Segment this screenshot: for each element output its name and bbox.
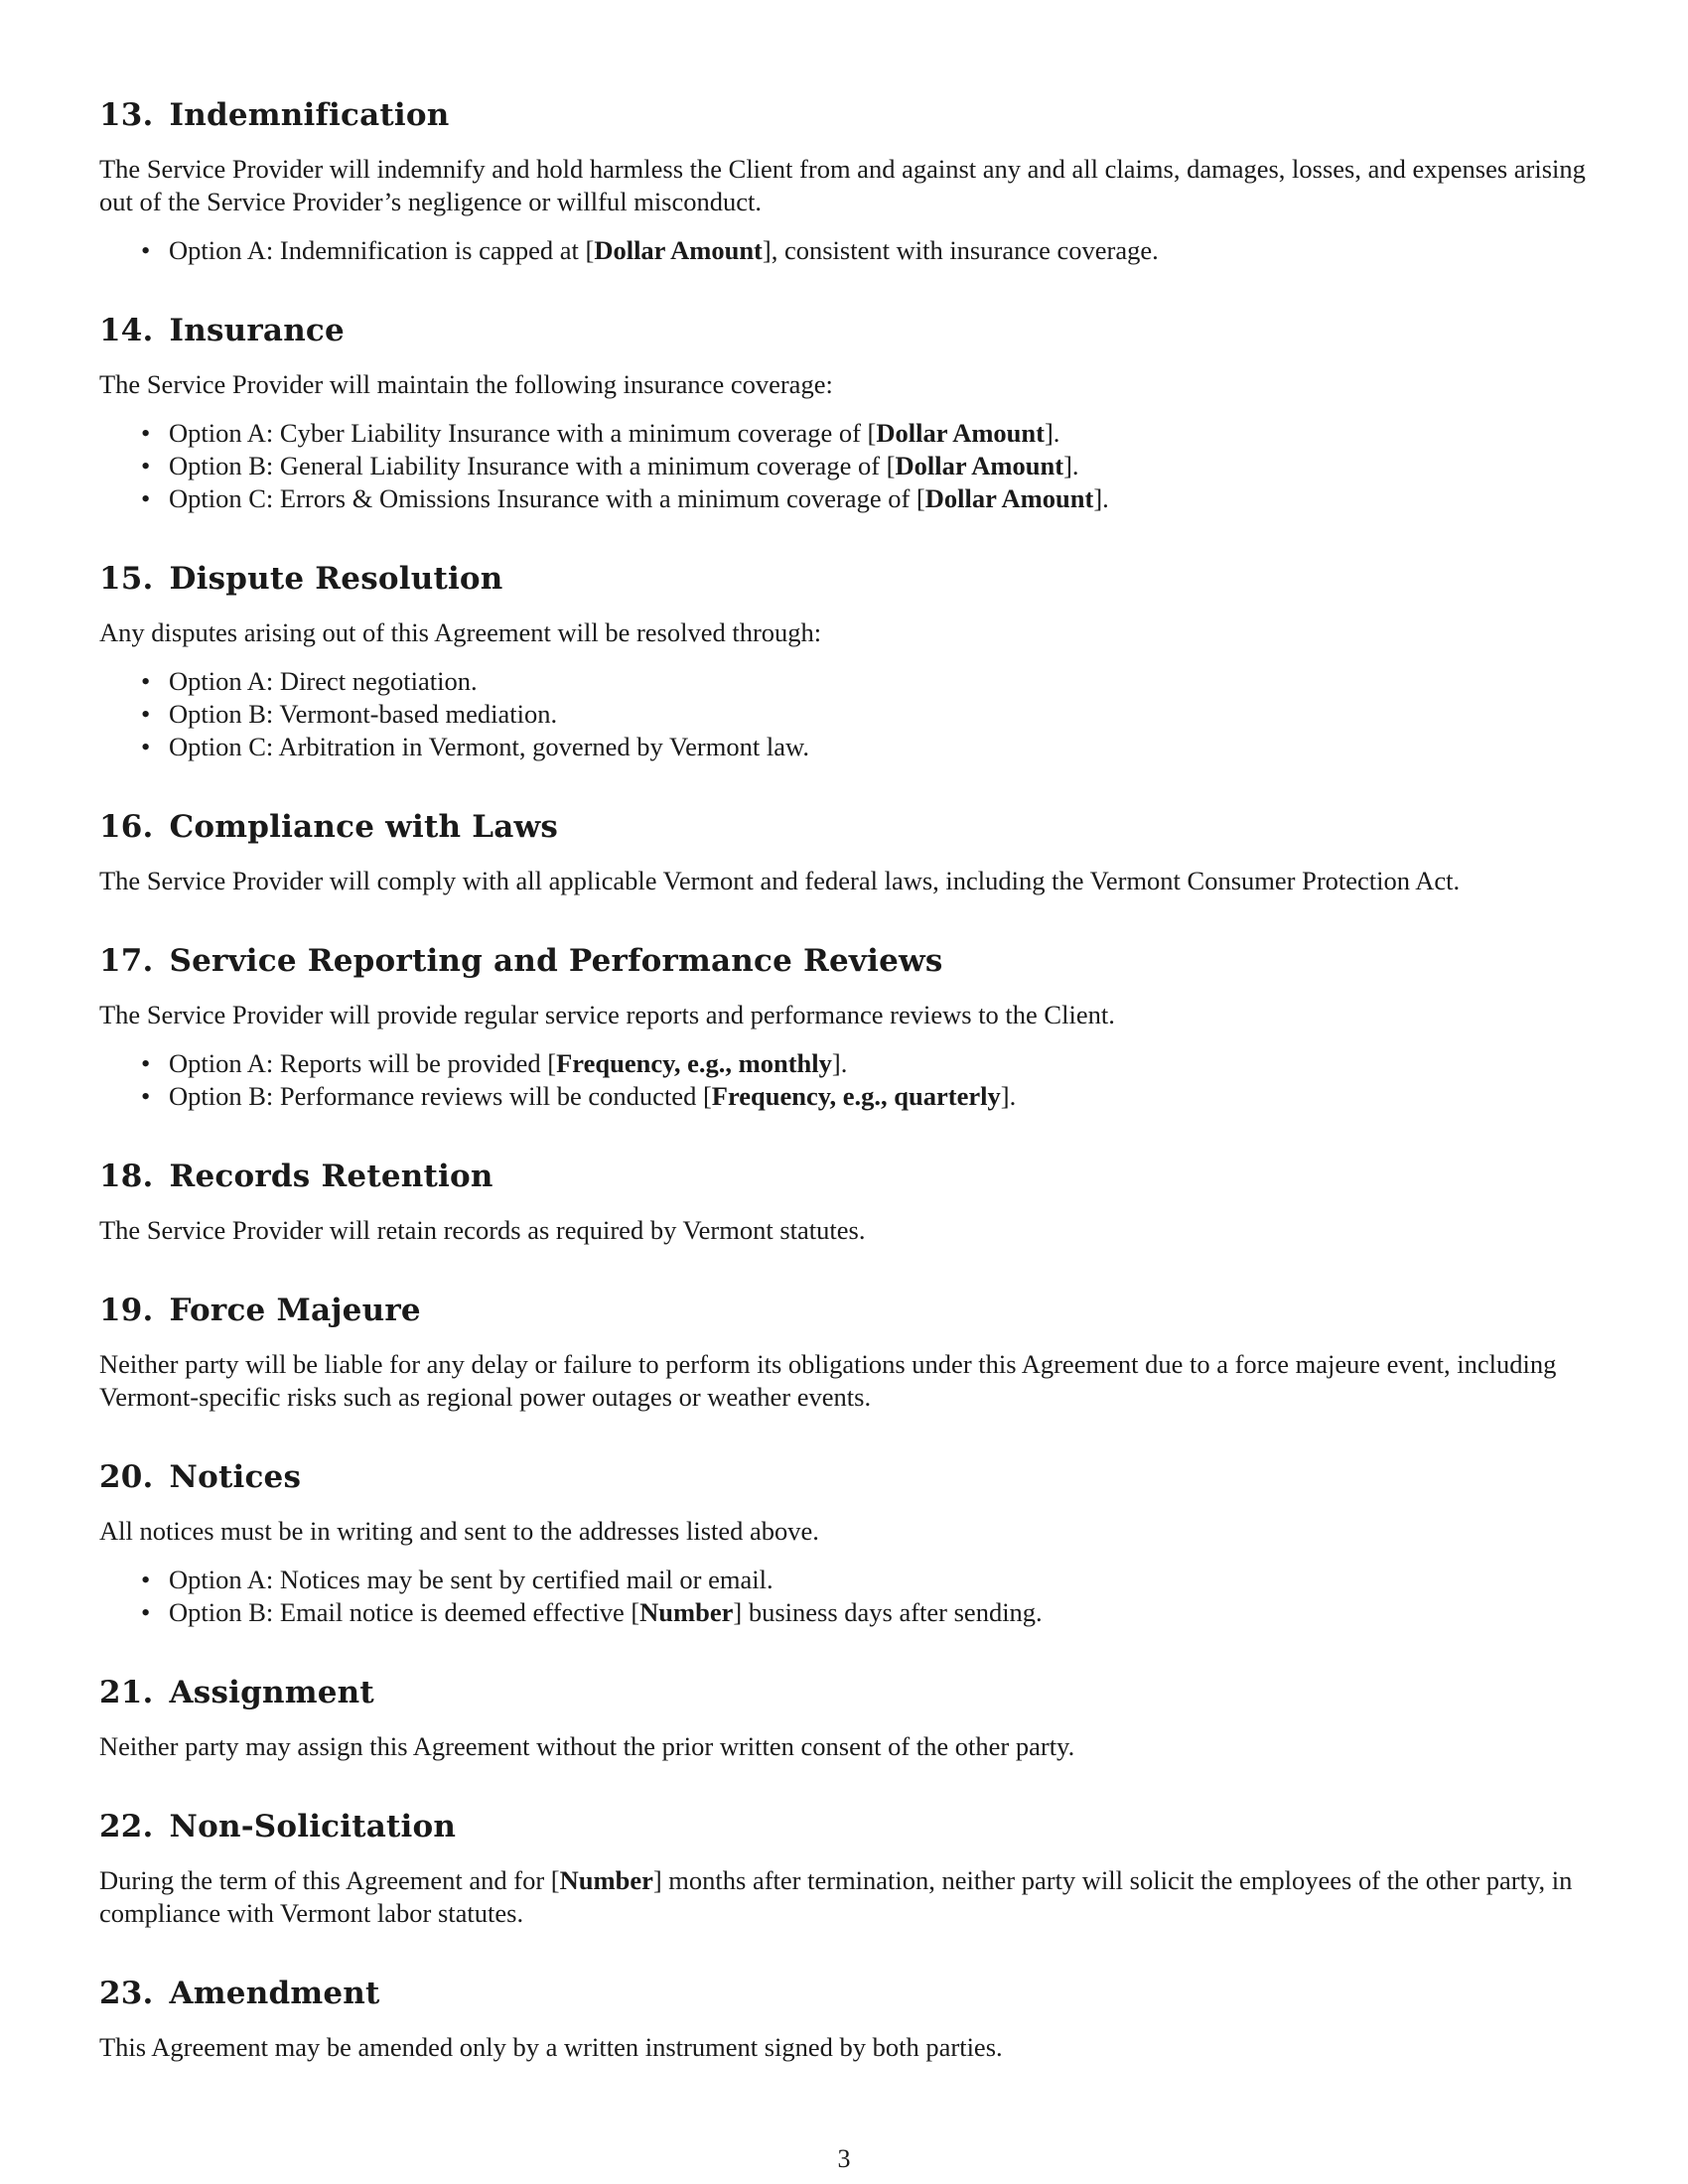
section-body: The Service Provider will retain records as required by Vermont statutes. [99, 1215, 866, 1245]
section-heading: 17. Service Reporting and Performance Reviews [99, 943, 943, 979]
section-amendment [99, 1974, 1589, 2064]
list-item: • Option A: Indemnification is capped at [Dollar Amount], consistent with insurance coverage. [169, 234, 1589, 267]
list-item: • Option B: Email notice is deemed effective [Number] business days after sending. [169, 1596, 1589, 1629]
section-non-solicitation [99, 1807, 1589, 1930]
option-list [99, 665, 1589, 763]
list-item: • Option B: Vermont-based mediation. [169, 698, 1589, 731]
section-body: All notices must be in writing and sent to the addresses listed above. [99, 1516, 819, 1546]
section-heading: 21. Assignment [99, 1675, 374, 1710]
option-list [99, 1047, 1589, 1113]
section-heading: 20. Notices [99, 1459, 302, 1495]
section-body: During the term of this Agreement and for [Number] months after termination, neither party will solicit the employees of the other party, in compliance with Vermont labor statutes. [99, 1865, 1573, 1928]
section-assignment [99, 1673, 1589, 1763]
list-item: • Option C: Errors & Omissions Insurance with a minimum coverage of [Dollar Amount]. [169, 482, 1589, 515]
list-item: • Option A: Reports will be provided [Frequency, e.g., monthly]. [169, 1047, 1589, 1080]
section-body: The Service Provider will maintain the following insurance coverage: [99, 369, 833, 399]
section-body: This Agreement may be amended only by a written instrument signed by both parties. [99, 2032, 1003, 2062]
list-item: • Option A: Direct negotiation. [169, 665, 1589, 698]
section-service-reporting [99, 941, 1589, 1113]
section-dispute-resolution [99, 559, 1589, 763]
section-heading: 22. Non-Solicitation [99, 1809, 457, 1844]
list-item: • Option A: Notices may be sent by certified mail or email. [169, 1564, 1589, 1596]
list-item: • Option A: Cyber Liability Insurance with a minimum coverage of [Dollar Amount]. [169, 417, 1589, 450]
section-body: Neither party may assign this Agreement without the prior written consent of the other party. [99, 1731, 1075, 1761]
section-force-majeure [99, 1291, 1589, 1414]
list-item: • Option C: Arbitration in Vermont, governed by Vermont law. [169, 731, 1589, 763]
section-heading: 13. Indemnification [99, 97, 450, 133]
document-body [99, 95, 1589, 2064]
section-notices [99, 1457, 1589, 1629]
section-body: The Service Provider will provide regular service reports and performance reviews to the Client. [99, 1000, 1115, 1029]
list-item: • Option B: General Liability Insurance with a minimum coverage of [Dollar Amount]. [169, 450, 1589, 482]
section-compliance-with-laws [99, 807, 1589, 897]
section-heading: 19. Force Majeure [99, 1293, 421, 1328]
section-indemnification [99, 95, 1589, 267]
option-list [99, 234, 1589, 267]
section-records-retention [99, 1157, 1589, 1247]
section-insurance [99, 311, 1589, 515]
option-list [99, 1564, 1589, 1629]
section-heading: 16. Compliance with Laws [99, 809, 559, 845]
page-number: 3 [837, 2144, 851, 2173]
section-heading: 23. Amendment [99, 1976, 380, 2011]
section-body: Neither party will be liable for any delay or failure to perform its obligations under this Agreement due to a force majeure event, including Vermont-specific risks such as regional power outages or weather events. [99, 1349, 1557, 1412]
section-body: The Service Provider will comply with all applicable Vermont and federal laws, including the Vermont Consumer Protection Act. [99, 866, 1461, 895]
option-list [99, 417, 1589, 515]
section-body: The Service Provider will indemnify and hold harmless the Client from and against any and all claims, damages, losses, and expenses arising out of the Service Provider’s negligence or willful misconduct. [99, 154, 1586, 216]
section-heading: 18. Records Retention [99, 1159, 493, 1194]
section-heading: 14. Insurance [99, 313, 345, 348]
section-heading: 15. Dispute Resolution [99, 561, 503, 597]
section-body: Any disputes arising out of this Agreement will be resolved through: [99, 617, 822, 647]
list-item: • Option B: Performance reviews will be conducted [Frequency, e.g., quarterly]. [169, 1080, 1589, 1113]
